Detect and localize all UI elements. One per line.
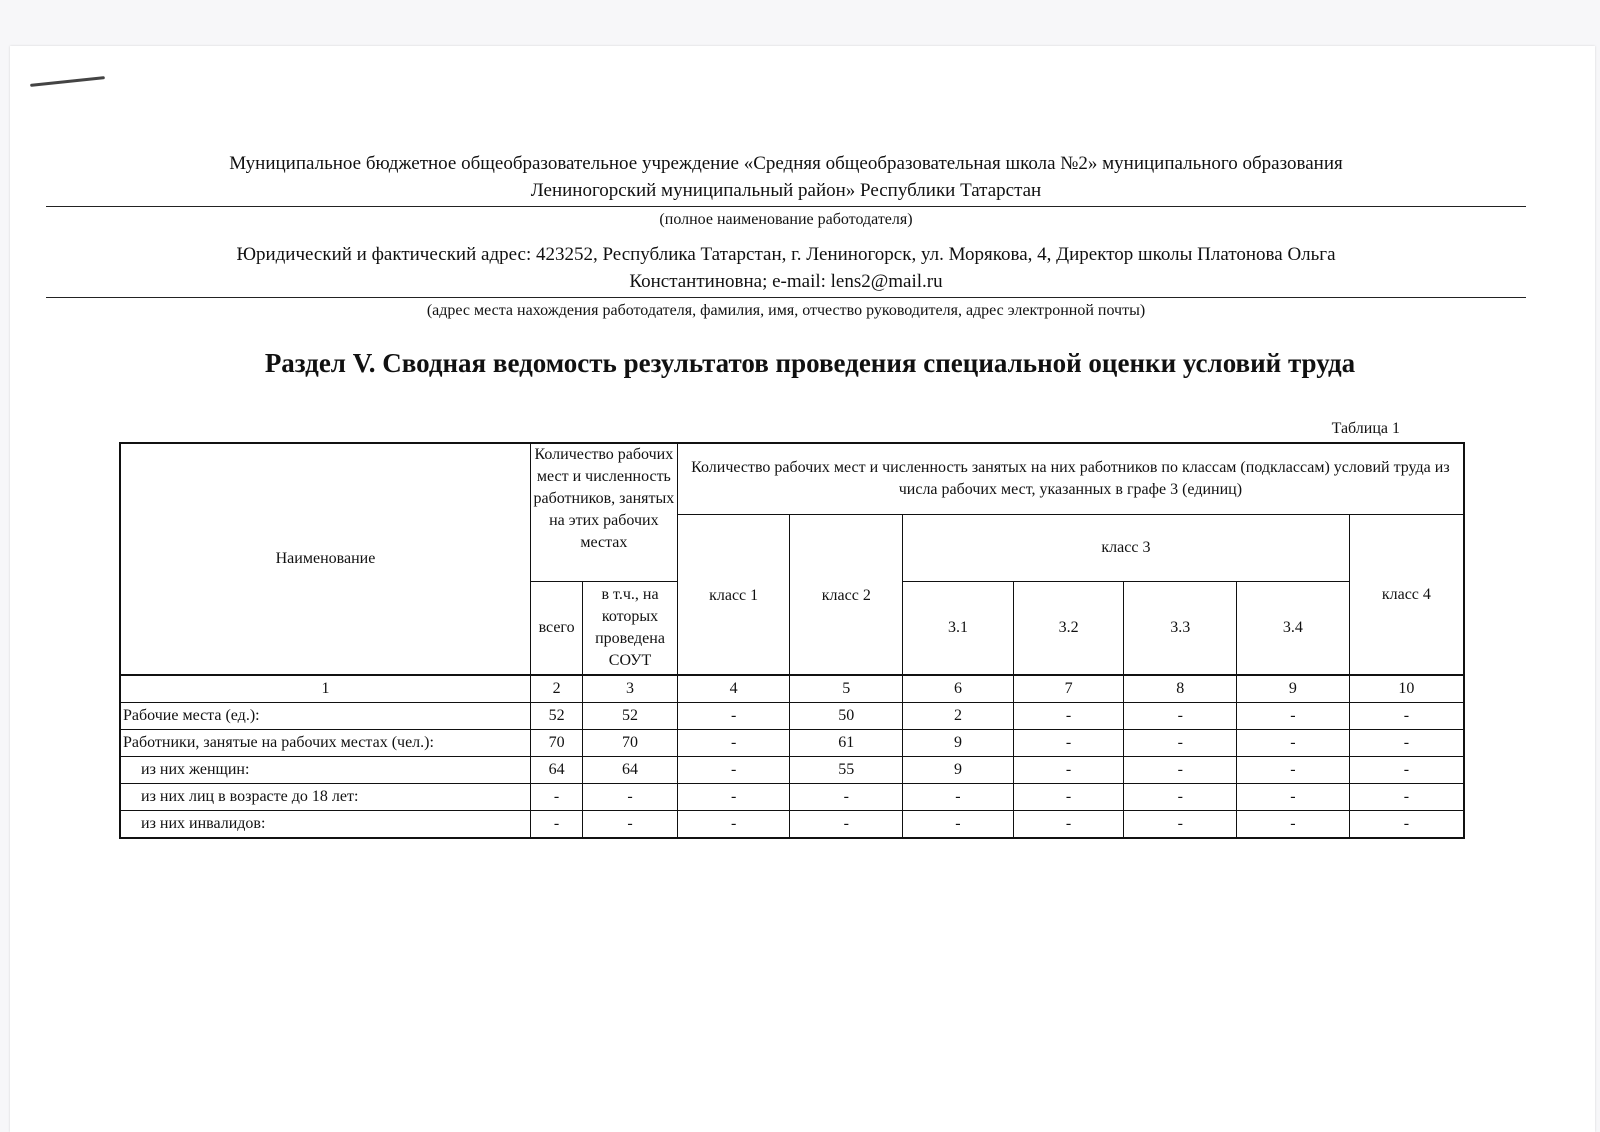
table-cell: - <box>583 784 678 811</box>
org-name-caption: (полное наименование работодателя) <box>659 211 913 228</box>
table-cell: 9 <box>903 757 1014 784</box>
table-cell: - <box>1237 730 1350 757</box>
section-title: Раздел V. Сводная ведомость результатов проведения специальной оценки условий труда <box>264 348 1356 378</box>
summary-table <box>119 442 1465 839</box>
table-cell: - <box>677 811 790 839</box>
column-number: 9 <box>1237 675 1350 703</box>
table-cell: - <box>1124 730 1237 757</box>
row-label: из них женщин: <box>120 757 530 784</box>
table-cell: - <box>1237 757 1350 784</box>
row-label: из них лиц в возрасте до 18 лет: <box>120 784 530 811</box>
table-cell: 52 <box>583 703 678 730</box>
column-number: 10 <box>1349 675 1464 703</box>
table-row <box>120 784 1464 811</box>
table-cell: 64 <box>583 757 678 784</box>
header-sub-3-2: 3.2 <box>1013 582 1124 676</box>
column-number: 5 <box>790 675 903 703</box>
header-count: Количество рабочих мест и численность работников, занятых на этих рабочих местах <box>530 443 677 582</box>
header-sub-3-3: 3.3 <box>1124 582 1237 676</box>
table-cell: - <box>1013 757 1124 784</box>
org-name-line-1: Муниципальное бюджетное общеобразовательное учреждение «Средняя общеобразовательная школа №2» муниципального образования <box>229 153 1343 174</box>
table-cell: - <box>1349 784 1464 811</box>
table-cell: 9 <box>903 730 1014 757</box>
table-cell: 52 <box>530 703 582 730</box>
table-cell: 50 <box>790 703 903 730</box>
table-cell: 64 <box>530 757 582 784</box>
table-cell: - <box>1124 757 1237 784</box>
table-cell: - <box>903 811 1014 839</box>
employer-header <box>46 150 1526 322</box>
table-cell: - <box>1237 703 1350 730</box>
column-number: 1 <box>120 675 530 703</box>
table-cell: - <box>903 784 1014 811</box>
header-class-2: класс 2 <box>790 515 903 676</box>
header-class-3: класс 3 <box>903 515 1350 582</box>
org-name-line-2: Лениногорский муниципальный район» Республики Татарстан <box>530 180 1042 201</box>
table-cell: 61 <box>790 730 903 757</box>
column-number: 8 <box>1124 675 1237 703</box>
header-sub-3-1: 3.1 <box>903 582 1014 676</box>
table-label: Таблица 1 <box>1331 420 1400 437</box>
column-number: 7 <box>1013 675 1124 703</box>
table-cell: - <box>677 730 790 757</box>
table-cell: - <box>1349 757 1464 784</box>
header-sout: в т.ч., на которых проведена СОУТ <box>583 582 678 676</box>
row-label: Рабочие места (ед.): <box>120 703 530 730</box>
row-label: Работники, занятые на рабочих местах (чел.): <box>120 730 530 757</box>
table-row <box>120 811 1464 839</box>
table-cell: - <box>1124 811 1237 839</box>
column-number: 3 <box>583 675 678 703</box>
table-cell: - <box>1237 811 1350 839</box>
table-cell: - <box>530 784 582 811</box>
table-cell: - <box>1349 811 1464 839</box>
header-class-1: класс 1 <box>677 515 790 676</box>
table-cell: - <box>1349 703 1464 730</box>
header-sub-3-4: 3.4 <box>1237 582 1350 676</box>
header-total: всего <box>530 582 582 676</box>
table-cell: - <box>1124 703 1237 730</box>
table-cell: 70 <box>530 730 582 757</box>
table-cell: - <box>1013 784 1124 811</box>
row-label: из них инвалидов: <box>120 811 530 839</box>
column-number: 6 <box>903 675 1014 703</box>
table-cell: - <box>790 784 903 811</box>
address-line-1: Юридический и фактический адрес: 423252, Республика Татарстан, г. Лениногорск, ул. Морякова, 4, Директор школы Платонова Ольга <box>236 244 1336 265</box>
org-name-rule <box>46 206 1526 207</box>
table-cell: - <box>677 784 790 811</box>
table-cell: - <box>1124 784 1237 811</box>
table-cell: - <box>530 811 582 839</box>
header-name: Наименование <box>120 443 530 675</box>
table-row <box>120 730 1464 757</box>
column-number: 2 <box>530 675 582 703</box>
header-classes: Количество рабочих мест и численность занятых на них работников по классам (подклассам) условий труда из числа рабочих мест, указанных в графе 3 (единиц) <box>677 443 1464 515</box>
table-cell: - <box>677 757 790 784</box>
table-cell: 55 <box>790 757 903 784</box>
column-number: 4 <box>677 675 790 703</box>
header-class-4: класс 4 <box>1349 515 1464 676</box>
table-cell: - <box>1013 730 1124 757</box>
address-line-2: Константиновна; e-mail: lens2@mail.ru <box>629 271 943 292</box>
address-caption: (адрес места нахождения работодателя, фамилия, имя, отчество руководителя, адрес электронной почты) <box>426 302 1146 319</box>
table-cell: - <box>1013 811 1124 839</box>
table-cell: - <box>1237 784 1350 811</box>
table-row <box>120 757 1464 784</box>
table-cell: - <box>1349 730 1464 757</box>
table-cell: - <box>677 703 790 730</box>
table-cell: 70 <box>583 730 678 757</box>
address-rule <box>46 297 1526 298</box>
table-row <box>120 703 1464 730</box>
table-cell: - <box>583 811 678 839</box>
table-cell: 2 <box>903 703 1014 730</box>
table-cell: - <box>1013 703 1124 730</box>
table-cell: - <box>790 811 903 839</box>
